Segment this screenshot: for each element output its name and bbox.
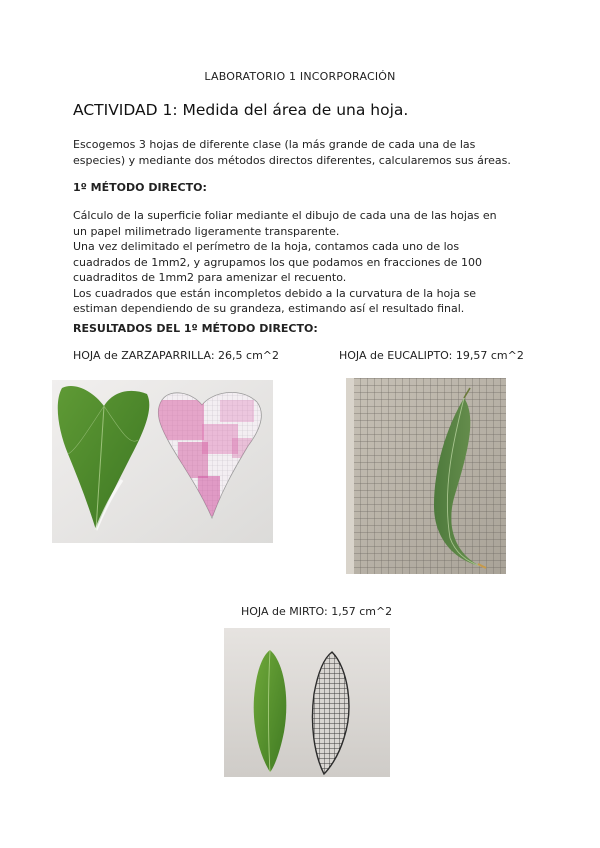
photo-zarzaparrilla [52,380,273,543]
method-line: estiman dependiendo de su grandeza, estimando así el resultado final. [73,302,465,315]
caption-eucalipto: HOJA de EUCALIPTO: 19,57 cm^2 [339,349,524,362]
activity-title: ACTIVIDAD 1: Medida del área de una hoja. [73,101,409,119]
intro-paragraph [73,137,543,168]
method-line: cuadraditos de 1mm2 para amenizar el recuento. [73,271,347,284]
method-heading: 1º MÉTODO DIRECTO: [73,181,207,194]
zarzaparrilla-image [52,380,273,543]
document-header: LABORATORIO 1 INCORPORACIÓN [204,70,396,83]
eucalipto-image [346,378,506,574]
photo-mirto [224,628,390,777]
intro-line: especies) y mediante dos métodos directos diferentes, calcularemos sus áreas. [73,153,511,167]
photo-eucalipto [346,378,506,574]
caption-mirto: HOJA de MIRTO: 1,57 cm^2 [241,605,393,618]
mirto-image [224,628,390,777]
method-line: Una vez delimitado el perímetro de la hoja, contamos cada uno de los [73,240,460,253]
method-line: Los cuadrados que están incompletos debido a la curvatura de la hoja se [73,286,477,300]
results-heading: RESULTADOS DEL 1º MÉTODO DIRECTO: [73,322,318,335]
method-paragraph [73,208,543,317]
method-line: un papel milimetrado ligeramente transparente. [73,224,340,238]
method-line: cuadrados de 1mm2, y agrupamos los que podamos en fracciones de 100 [73,255,483,269]
intro-line: Escogemos 3 hojas de diferente clase (la más grande de cada una de las [73,138,476,151]
caption-zarzaparrilla: HOJA de ZARZAPARRILLA: 26,5 cm^2 [73,349,280,362]
method-line: Cálculo de la superficie foliar mediante el dibujo de cada una de las hojas en [73,209,497,222]
